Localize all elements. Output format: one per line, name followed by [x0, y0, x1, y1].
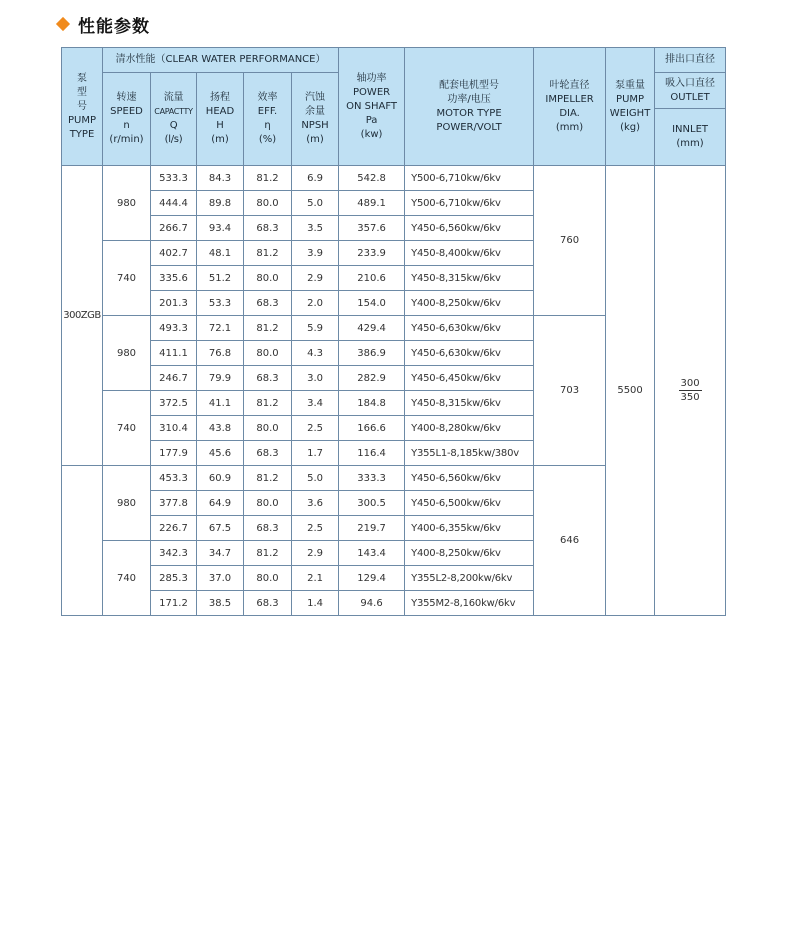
header-outlet-top: 排出口直径 [655, 48, 726, 73]
eff-cell: 68.3 [244, 441, 292, 466]
motor-cell: Y450-6,450kw/6kv [405, 366, 534, 391]
outlet-top-value: 300 [680, 378, 700, 389]
motor-cell: Y450-6,500kw/6kv [405, 491, 534, 516]
header-weight: 泵重量 PUMP WEIGHT (kg) [606, 48, 655, 166]
npsh-cell: 5.0 [292, 466, 339, 491]
motor-cell: Y355M2-8,160kw/6kv [405, 591, 534, 616]
npsh-cell: 1.4 [292, 591, 339, 616]
section-title [58, 13, 150, 35]
page-title: 性能参数 [78, 16, 150, 37]
header-outlet-bottom: INNLET (mm) [655, 109, 726, 166]
head-cell: 51.2 [197, 266, 244, 291]
power-cell: 129.4 [339, 566, 405, 591]
eff-cell: 81.2 [244, 241, 292, 266]
motor-cell: Y400-6,355kw/6kv [405, 516, 534, 541]
eff-cell: 68.3 [244, 216, 292, 241]
motor-cell: Y450-6,630kw/6kv [405, 341, 534, 366]
power-cell: 282.9 [339, 366, 405, 391]
npsh-cell: 3.5 [292, 216, 339, 241]
speed-cell: 740 [103, 241, 151, 316]
npsh-cell: 6.9 [292, 166, 339, 191]
speed-cell: 980 [103, 316, 151, 391]
npsh-cell: 2.9 [292, 541, 339, 566]
head-cell: 43.8 [197, 416, 244, 441]
capacity-cell: 171.2 [151, 591, 197, 616]
eff-cell: 81.2 [244, 316, 292, 341]
power-cell: 489.1 [339, 191, 405, 216]
eff-cell: 68.3 [244, 591, 292, 616]
motor-cell: Y400-8,280kw/6kv [405, 416, 534, 441]
capacity-cell: 285.3 [151, 566, 197, 591]
header-power: 轴功率 POWER ON SHAFT Pa (kw) [339, 48, 405, 166]
eff-cell: 81.2 [244, 391, 292, 416]
motor-cell: Y500-6,710kw/6kv [405, 191, 534, 216]
head-cell: 84.3 [197, 166, 244, 191]
head-cell: 48.1 [197, 241, 244, 266]
eff-cell: 68.3 [244, 291, 292, 316]
capacity-cell: 226.7 [151, 516, 197, 541]
eff-cell: 80.0 [244, 266, 292, 291]
outlet-cell [655, 166, 726, 616]
header-npsh: 汽蚀 余量 NPSH (m) [292, 73, 339, 166]
power-cell: 143.4 [339, 541, 405, 566]
motor-cell: Y450-8,315kw/6kv [405, 266, 534, 291]
pump-model-cell: 300ZGB [62, 166, 103, 466]
eff-cell: 80.0 [244, 341, 292, 366]
header-pump-type: 泵 型 号 PUMP TYPE [62, 48, 103, 166]
eff-cell: 68.3 [244, 516, 292, 541]
head-cell: 93.4 [197, 216, 244, 241]
npsh-cell: 3.0 [292, 366, 339, 391]
capacity-cell: 335.6 [151, 266, 197, 291]
capacity-cell: 402.7 [151, 241, 197, 266]
head-cell: 38.5 [197, 591, 244, 616]
power-cell: 116.4 [339, 441, 405, 466]
eff-cell: 81.2 [244, 166, 292, 191]
power-cell: 94.6 [339, 591, 405, 616]
head-cell: 60.9 [197, 466, 244, 491]
npsh-cell: 2.5 [292, 416, 339, 441]
capacity-cell: 246.7 [151, 366, 197, 391]
header-outlet-mid: 吸入口直径 OUTLET [655, 73, 726, 109]
head-cell: 72.1 [197, 316, 244, 341]
head-cell: 67.5 [197, 516, 244, 541]
power-cell: 333.3 [339, 466, 405, 491]
motor-cell: Y355L2-8,200kw/6kv [405, 566, 534, 591]
motor-cell: Y400-8,250kw/6kv [405, 291, 534, 316]
pump-model-cell-empty [62, 466, 103, 616]
capacity-cell: 453.3 [151, 466, 197, 491]
npsh-cell: 2.9 [292, 266, 339, 291]
capacity-cell: 201.3 [151, 291, 197, 316]
capacity-cell: 177.9 [151, 441, 197, 466]
header-motor: 配套电机型号 功率/电压 MOTOR TYPE POWER/VOLT [405, 48, 534, 166]
npsh-cell: 5.0 [292, 191, 339, 216]
power-cell: 542.8 [339, 166, 405, 191]
npsh-cell: 1.7 [292, 441, 339, 466]
capacity-cell: 310.4 [151, 416, 197, 441]
npsh-cell: 2.1 [292, 566, 339, 591]
motor-cell: Y450-8,400kw/6kv [405, 241, 534, 266]
head-cell: 64.9 [197, 491, 244, 516]
head-cell: 89.8 [197, 191, 244, 216]
capacity-cell: 411.1 [151, 341, 197, 366]
motor-cell: Y500-6,710kw/6kv [405, 166, 534, 191]
capacity-cell: 266.7 [151, 216, 197, 241]
header-head: 扬程 HEAD H (m) [197, 73, 244, 166]
capacity-cell: 372.5 [151, 391, 197, 416]
npsh-cell: 5.9 [292, 316, 339, 341]
motor-cell: Y450-6,560kw/6kv [405, 466, 534, 491]
power-cell: 300.5 [339, 491, 405, 516]
power-cell: 357.6 [339, 216, 405, 241]
header-capacity: 流量 CAPACTTY Q (l/s) [151, 73, 197, 166]
power-cell: 184.8 [339, 391, 405, 416]
npsh-cell: 2.5 [292, 516, 339, 541]
head-cell: 76.8 [197, 341, 244, 366]
motor-cell: Y450-6,560kw/6kv [405, 216, 534, 241]
table-body [62, 166, 726, 616]
eff-cell: 68.3 [244, 366, 292, 391]
power-cell: 429.4 [339, 316, 405, 341]
head-cell: 37.0 [197, 566, 244, 591]
speed-cell: 980 [103, 166, 151, 241]
motor-cell: Y450-8,315kw/6kv [405, 391, 534, 416]
npsh-cell: 3.9 [292, 241, 339, 266]
power-cell: 233.9 [339, 241, 405, 266]
outlet-fraction [679, 377, 702, 404]
power-cell: 166.6 [339, 416, 405, 441]
capacity-cell: 377.8 [151, 491, 197, 516]
power-cell: 219.7 [339, 516, 405, 541]
eff-cell: 80.0 [244, 416, 292, 441]
npsh-cell: 3.4 [292, 391, 339, 416]
head-cell: 53.3 [197, 291, 244, 316]
eff-cell: 80.0 [244, 491, 292, 516]
eff-cell: 80.0 [244, 566, 292, 591]
header-impeller: 叶轮直径 IMPELLER DIA. (mm) [534, 48, 606, 166]
head-cell: 41.1 [197, 391, 244, 416]
speed-cell: 980 [103, 466, 151, 541]
motor-cell: Y400-8,250kw/6kv [405, 541, 534, 566]
capacity-cell: 533.3 [151, 166, 197, 191]
outlet-bottom-value: 350 [680, 392, 700, 403]
power-cell: 210.6 [339, 266, 405, 291]
power-cell: 386.9 [339, 341, 405, 366]
eff-cell: 81.2 [244, 541, 292, 566]
impeller-cell: 760 [534, 166, 606, 316]
eff-cell: 81.2 [244, 466, 292, 491]
header-speed: 转速 SPEED n (r/min) [103, 73, 151, 166]
impeller-cell: 703 [534, 316, 606, 466]
diamond-bullet-icon [56, 17, 70, 31]
power-cell: 154.0 [339, 291, 405, 316]
head-cell: 45.6 [197, 441, 244, 466]
motor-cell: Y450-6,630kw/6kv [405, 316, 534, 341]
head-cell: 79.9 [197, 366, 244, 391]
capacity-cell: 444.4 [151, 191, 197, 216]
head-cell: 34.7 [197, 541, 244, 566]
weight-cell: 5500 [606, 166, 655, 616]
eff-cell: 80.0 [244, 191, 292, 216]
speed-cell: 740 [103, 391, 151, 466]
npsh-cell: 2.0 [292, 291, 339, 316]
motor-cell: Y355L1-8,185kw/380v [405, 441, 534, 466]
table-row [62, 166, 726, 191]
performance-table [61, 47, 726, 616]
header-eff: 效率 EFF. η (%) [244, 73, 292, 166]
npsh-cell: 4.3 [292, 341, 339, 366]
impeller-cell: 646 [534, 466, 606, 616]
speed-cell: 740 [103, 541, 151, 616]
capacity-cell: 342.3 [151, 541, 197, 566]
capacity-cell: 493.3 [151, 316, 197, 341]
npsh-cell: 3.6 [292, 491, 339, 516]
header-clear-water: 清水性能（CLEAR WATER PERFORMANCE） [103, 48, 339, 73]
